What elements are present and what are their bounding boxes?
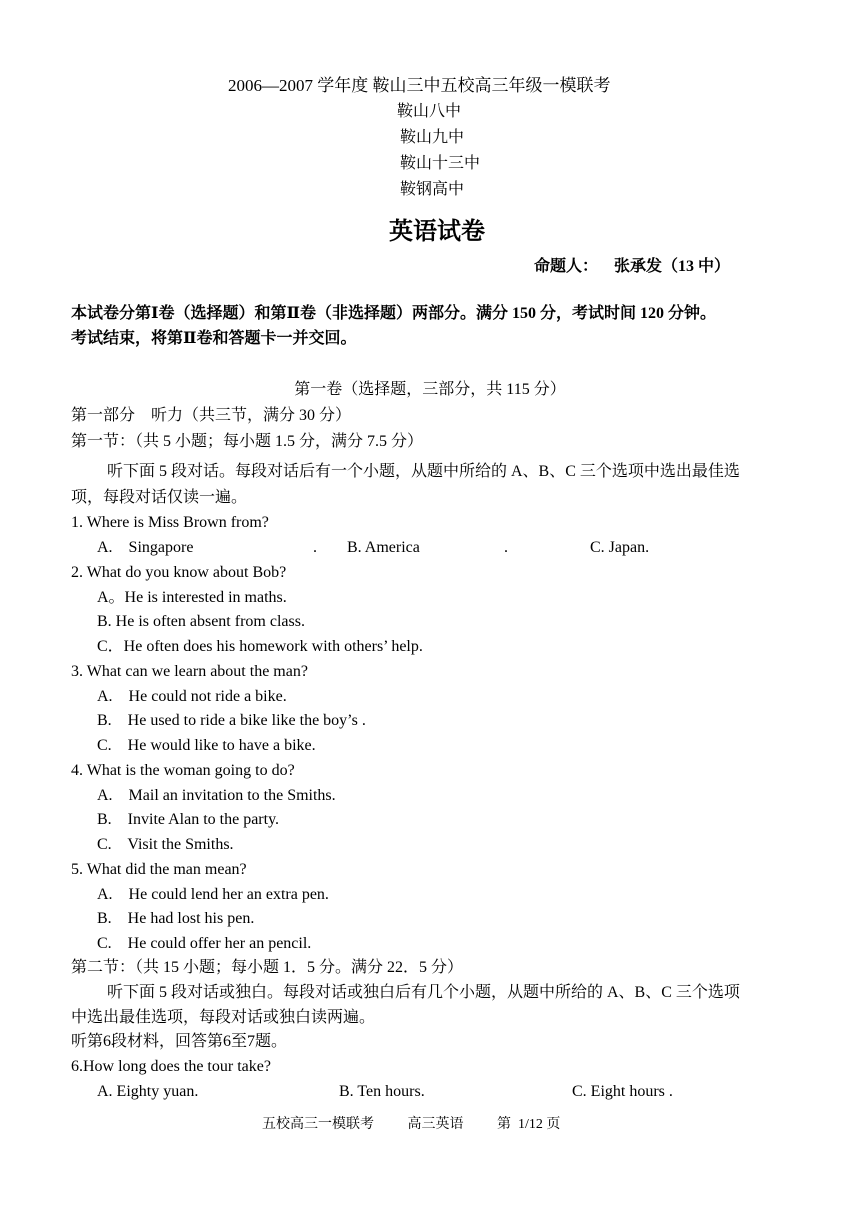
footer-page-number: 第 1/12 页 [497, 1117, 561, 1132]
section-instruction: 项，每段对话仅读一遍。 [71, 489, 248, 506]
question-stem: 5. What did the man mean? [71, 861, 247, 878]
exam-title: 英语试卷 [389, 219, 485, 245]
exam-author: 命题人： 张承发（13 中） [534, 258, 731, 275]
option-a: A. He could not ride a bike. [97, 688, 287, 705]
option-separator: . [313, 539, 317, 556]
question-stem: 3. What can we learn about the man? [71, 663, 308, 680]
option-a: A. Eighty yuan. [97, 1083, 199, 1100]
part-title: 第一部分 听力（共三节，满分 30 分） [71, 407, 352, 424]
option-b: B. Ten hours. [339, 1083, 425, 1100]
school-name: 鞍山十三中 [400, 155, 481, 172]
option-c: C. He would like to have a bike. [97, 737, 316, 754]
option-b: B. He is often absent from class. [97, 613, 305, 630]
footer-exam-name: 五校高三一模联考 [262, 1117, 374, 1132]
option-a: A. Singapore [97, 539, 194, 556]
option-b: B. America [347, 539, 420, 556]
option-c: C. He could offer her an pencil. [97, 935, 312, 952]
question-stem: 6.How long does the tour take? [71, 1058, 271, 1075]
question-stem: 2. What do you know about Bob? [71, 564, 287, 581]
option-a: A. Mail an invitation to the Smiths. [97, 787, 336, 804]
school-name: 鞍山九中 [400, 129, 465, 146]
school-name: 鞍山八中 [397, 103, 462, 120]
option-a: A。He is interested in maths. [97, 589, 287, 606]
option-c: C．He often does his homework with others’ help. [97, 638, 423, 655]
volume-title: 第一卷（选择题，三部分，共 115 分） [294, 381, 566, 398]
option-b: B. He had lost his pen. [97, 910, 255, 927]
intro-line: 本试卷分第Ⅰ卷（选择题）和第Ⅱ卷（非选择题）两部分。满分 150 分，考试时间 120 分钟。 [71, 305, 716, 322]
option-c: C. Eight hours . [572, 1083, 673, 1100]
option-c: C. Japan. [590, 539, 650, 556]
question-stem: 1. Where is Miss Brown from? [71, 514, 269, 531]
option-c: C. Visit the Smiths. [97, 836, 234, 853]
section-title: 第一节：（共 5 小题；每小题 1.5 分，满分 7.5 分） [71, 433, 424, 450]
option-a: A. He could lend her an extra pen. [97, 886, 329, 903]
intro-line: 考试结束，将第Ⅱ卷和答题卡一并交回。 [71, 330, 357, 347]
section-title: 第二节：（共 15 小题；每小题 1．5 分。满分 22．5 分） [71, 959, 464, 976]
option-b: B. He used to ride a bike like the boy’s . [97, 712, 366, 729]
school-name: 鞍钢高中 [400, 181, 465, 198]
section-instruction: 中选出最佳选项，每段对话或独白读两遍。 [71, 1009, 376, 1026]
section-instruction: 听下面 5 段对话或独白。每段对话或独白后有几个小题，从题中所给的 A、B、C 三个选项 [107, 984, 740, 1001]
page-footer [262, 1113, 590, 1133]
option-separator: . [504, 539, 508, 556]
option-b: B. Invite Alan to the party. [97, 811, 280, 828]
question-stem: 4. What is the woman going to do? [71, 762, 295, 779]
footer-subject: 高三英语 [407, 1117, 464, 1132]
material-instruction: 听第6段材料，回答第6至7题。 [71, 1033, 288, 1050]
section-instruction: 听下面 5 段对话。每段对话后有一个小题，从题中所给的 A、B、C 三个选项中选出最佳选 [107, 463, 740, 480]
exam-header-title: 2006—2007 学年度 鞍山三中五校高三年级一模联考 [228, 76, 611, 95]
